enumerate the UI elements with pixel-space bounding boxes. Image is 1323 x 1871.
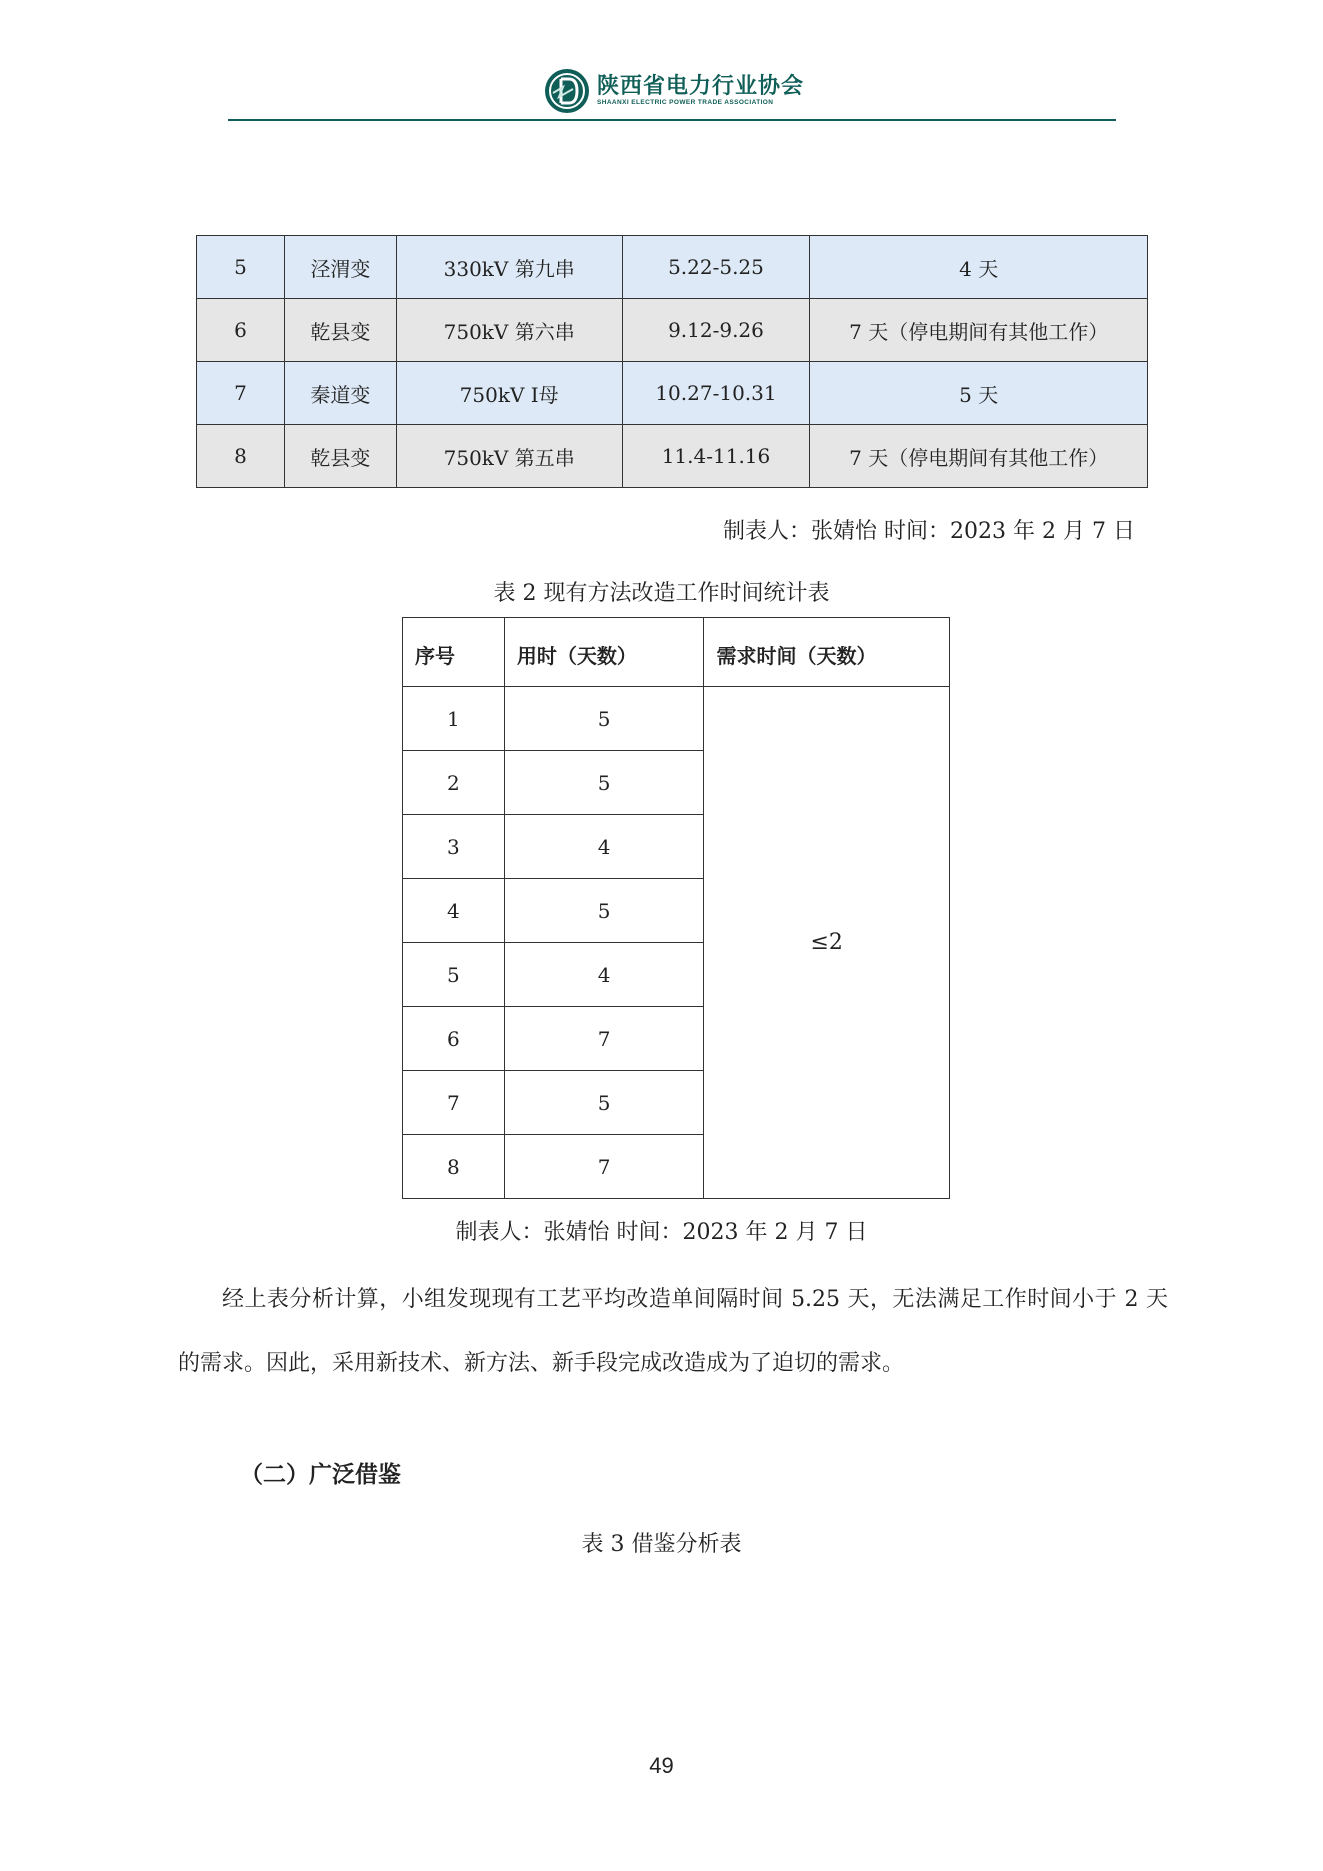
cell-station: 秦道变 [284, 362, 396, 425]
work-time-table [402, 617, 950, 1199]
header-days: 用时（天数） [504, 618, 704, 687]
cell-days: 7 天（停电期间有其他工作） [810, 425, 1148, 488]
cell-no: 4 [403, 879, 505, 943]
cell-days: 5 [504, 1071, 704, 1135]
header-divider [228, 119, 1116, 121]
cell-days: 5 [504, 687, 704, 751]
org-name-en: SHAANXI ELECTRIC POWER TRADE ASSOCIATION [597, 99, 774, 106]
cell-period: 11.4-11.16 [622, 425, 810, 488]
association-logo [543, 66, 804, 116]
cell-days: 5 [504, 879, 704, 943]
cell-no: 1 [403, 687, 505, 751]
cell-no: 3 [403, 815, 505, 879]
cell-item: 750kV 第六串 [396, 299, 622, 362]
cell-station: 乾县变 [284, 299, 396, 362]
section-heading: （二）广泛借鉴 [240, 1462, 401, 1488]
cell-item: 330kV 第九串 [396, 236, 622, 299]
table-row [197, 362, 1148, 425]
cell-no: 7 [403, 1071, 505, 1135]
table-row [197, 236, 1148, 299]
table2-caption: 表 2 现有方法改造工作时间统计表 [493, 581, 830, 606]
cell-period: 9.12-9.26 [622, 299, 810, 362]
cell-days: 4 天 [810, 236, 1148, 299]
header-no: 序号 [403, 618, 505, 687]
table3-caption: 表 3 借鉴分析表 [581, 1532, 742, 1557]
cell-no: 5 [197, 236, 285, 299]
table1-maker-note: 制表人：张婧怡 时间：2023 年 2 月 7 日 [723, 519, 1135, 544]
page-number: 49 [649, 1753, 674, 1778]
cell-no: 8 [197, 425, 285, 488]
cell-no: 5 [403, 943, 505, 1007]
table2-maker-note: 制表人：张婧怡 时间：2023 年 2 月 7 日 [455, 1220, 868, 1245]
cell-days: 7 天（停电期间有其他工作） [810, 299, 1148, 362]
cell-requirement: ≤2 [704, 687, 950, 1199]
cell-days: 4 [504, 815, 704, 879]
paragraph-text: 经上表分析计算，小组发现现有工艺平均改造单间隔时间 5.25 天，无法满足工作时间小于 2 天的需求。因此，采用新技术、新方法、新手段完成改造成为了迫切的需求。 [178, 1287, 1168, 1376]
cell-no: 2 [403, 751, 505, 815]
cell-days: 4 [504, 943, 704, 1007]
table-header-row [403, 618, 950, 687]
cell-period: 10.27-10.31 [622, 362, 810, 425]
outage-schedule-table [196, 235, 1148, 488]
cell-days: 7 [504, 1135, 704, 1199]
header-required: 需求时间（天数） [704, 618, 950, 687]
cell-station: 乾县变 [284, 425, 396, 488]
analysis-paragraph [178, 1268, 1168, 1396]
table-row [403, 687, 950, 751]
cell-no: 7 [197, 362, 285, 425]
table-row [197, 425, 1148, 488]
cell-item: 750kV Ⅰ母 [396, 362, 622, 425]
cell-days: 7 [504, 1007, 704, 1071]
cell-period: 5.22-5.25 [622, 236, 810, 299]
cell-days: 5 天 [810, 362, 1148, 425]
page-header [228, 62, 1116, 122]
cell-days: 5 [504, 751, 704, 815]
association-emblem-icon [543, 67, 591, 115]
cell-station: 泾渭变 [284, 236, 396, 299]
cell-no: 6 [197, 299, 285, 362]
cell-no: 6 [403, 1007, 505, 1071]
org-name: 陕西省电力行业协会 [597, 74, 805, 99]
table-row [197, 299, 1148, 362]
cell-no: 8 [403, 1135, 505, 1199]
cell-item: 750kV 第五串 [396, 425, 622, 488]
